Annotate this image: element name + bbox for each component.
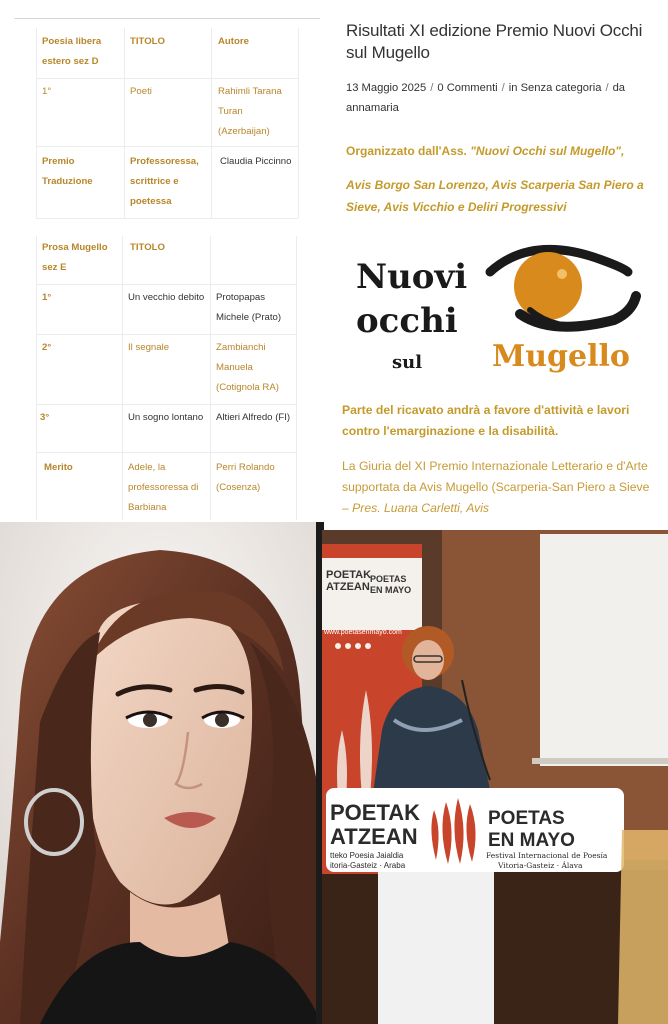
grid-line bbox=[211, 28, 212, 218]
table-cell: Rahimli Tarana Turan (Azerbaijan) bbox=[218, 86, 282, 137]
eye-highlight bbox=[557, 269, 567, 279]
table-header-cell: Autore bbox=[218, 36, 249, 47]
table-cell: Protopapas Michele (Prato) bbox=[216, 292, 282, 323]
organizer-line bbox=[346, 140, 656, 162]
table-cell: 1° bbox=[42, 86, 52, 97]
nuovi-occhi-logo bbox=[352, 240, 652, 390]
banner-url: www.poetasenmayo.com bbox=[324, 629, 402, 636]
grid-line bbox=[296, 236, 297, 520]
eye-iris bbox=[514, 252, 582, 320]
portrait-photo bbox=[0, 522, 322, 1024]
banner-atzean: ATZEAN bbox=[326, 581, 370, 593]
article-panel bbox=[322, 0, 668, 530]
table-top-rule bbox=[14, 18, 320, 19]
grid-line bbox=[298, 28, 299, 218]
sign-right-sub1: Festival Internacional de Poesía bbox=[486, 851, 608, 860]
logo-word-occhi: occhi bbox=[356, 301, 458, 341]
table-cell: Poeti bbox=[130, 86, 152, 97]
grid-line bbox=[36, 218, 298, 219]
banner-poetas: POETAS bbox=[370, 574, 407, 584]
banner-poetak: POETAK bbox=[326, 569, 372, 581]
chair bbox=[618, 830, 668, 1024]
table-cell: Un vecchio debito bbox=[128, 292, 205, 303]
table-header-cell: TITOLO bbox=[130, 36, 165, 47]
sign-atzean: ATZEAN bbox=[330, 824, 418, 849]
logo-word-sul: sul bbox=[392, 352, 423, 373]
sign-left-sub1: tteko Poesia Jaialdia bbox=[330, 851, 404, 860]
grid-line bbox=[36, 404, 296, 405]
logo-graphic bbox=[352, 240, 652, 390]
table-cell: Claudia Piccinno bbox=[220, 156, 292, 167]
proceeds-paragraph: Parte del ricavato andrà a favore d'attività e lavori contro l'emarginazione e la disabilità. bbox=[342, 403, 630, 438]
table-cell: Zambianchi Manuela (Cotignola RA) bbox=[216, 342, 279, 393]
comments-link[interactable]: 0 Commenti bbox=[437, 82, 498, 94]
grid-line bbox=[36, 146, 298, 147]
author-prefix: da bbox=[612, 82, 626, 94]
table-cell: Professoressa, scrittrice e poetessa bbox=[130, 156, 199, 207]
table-header-cell: TITOLO bbox=[130, 242, 165, 253]
table-cell: 3° bbox=[40, 412, 50, 423]
sign-en-mayo: EN MAYO bbox=[488, 830, 575, 851]
sign-poetas: POETAS bbox=[488, 808, 565, 829]
table-header-cell: Prosa Mugello sez E bbox=[42, 242, 108, 273]
sign-left-sub2: itoria-Gasteiz · Araba bbox=[330, 861, 406, 870]
banner-en-mayo: EN MAYO bbox=[370, 585, 412, 595]
sign-right-sub2: Vitoria-Gasteiz · Álava bbox=[498, 861, 583, 870]
article-date: 13 Maggio 2025 bbox=[346, 82, 427, 94]
table-cell: Altieri Alfredo (FI) bbox=[216, 412, 291, 423]
category-link[interactable]: in Senza categoria bbox=[508, 82, 602, 94]
article-title[interactable]: Risultati XI edizione Premio Nuovi Occhi sul Mugello bbox=[346, 21, 643, 62]
table-cell: 1° bbox=[42, 292, 52, 303]
grid-line bbox=[36, 236, 37, 520]
lectern bbox=[378, 872, 494, 1024]
table-header-cell: Poesia libera estero sez D bbox=[42, 36, 102, 67]
author-link[interactable]: annamaria bbox=[346, 102, 399, 114]
grid-line bbox=[36, 452, 296, 453]
table-cell: Un sogno lontano bbox=[128, 412, 204, 423]
grid-line bbox=[210, 236, 211, 520]
projector-screen bbox=[540, 534, 668, 766]
organizer-prefix: Organizzato dall'Ass. bbox=[346, 144, 467, 158]
table-cell: Perri Rolando (Cosenza) bbox=[216, 462, 275, 493]
festival-illustration bbox=[322, 530, 668, 1024]
jury-president: Pres. Luana Carletti, Avis bbox=[352, 501, 490, 515]
results-table bbox=[0, 0, 322, 522]
table-cell: 2° bbox=[42, 342, 52, 353]
table-cell: Merito bbox=[44, 462, 73, 473]
portrait-illustration bbox=[0, 522, 322, 1024]
logo-word-nuovi: Nuovi bbox=[356, 257, 468, 297]
floor bbox=[322, 870, 668, 1024]
festival-photo bbox=[322, 530, 668, 1024]
grid-line bbox=[122, 236, 123, 520]
grid-line bbox=[36, 28, 37, 218]
speaker-face bbox=[412, 640, 444, 680]
table-cell: Il segnale bbox=[128, 342, 170, 353]
grid-line bbox=[124, 28, 125, 218]
table-cell: Adele, la professoressa di Barbiana bbox=[128, 462, 199, 513]
organizer-partners: Avis Borgo San Lorenzo, Avis Scarperia San Piero a Sieve, Avis Vicchio e Deliri Progressivi bbox=[346, 178, 644, 214]
grid-line bbox=[36, 334, 296, 335]
grid-line bbox=[36, 284, 296, 285]
jury-text: La Giuria del XI Premio Internazionale Letterario e d'Arte supportata da Avis Mugello (Scarperia-San Piero a Sieve – bbox=[342, 459, 650, 515]
organizer-name: "Nuovi Occhi sul Mugello", bbox=[470, 144, 625, 158]
table-cell: Premio Traduzione bbox=[42, 156, 93, 187]
sign-poetak: POETAK bbox=[330, 800, 421, 825]
grid-line bbox=[36, 78, 298, 79]
article-meta: 13 Maggio 2025 / 0 Commenti / in Senza categoria / da annamaria bbox=[346, 82, 626, 114]
logo-word-mugello: Mugello bbox=[492, 339, 630, 374]
jury-paragraph bbox=[342, 456, 658, 519]
